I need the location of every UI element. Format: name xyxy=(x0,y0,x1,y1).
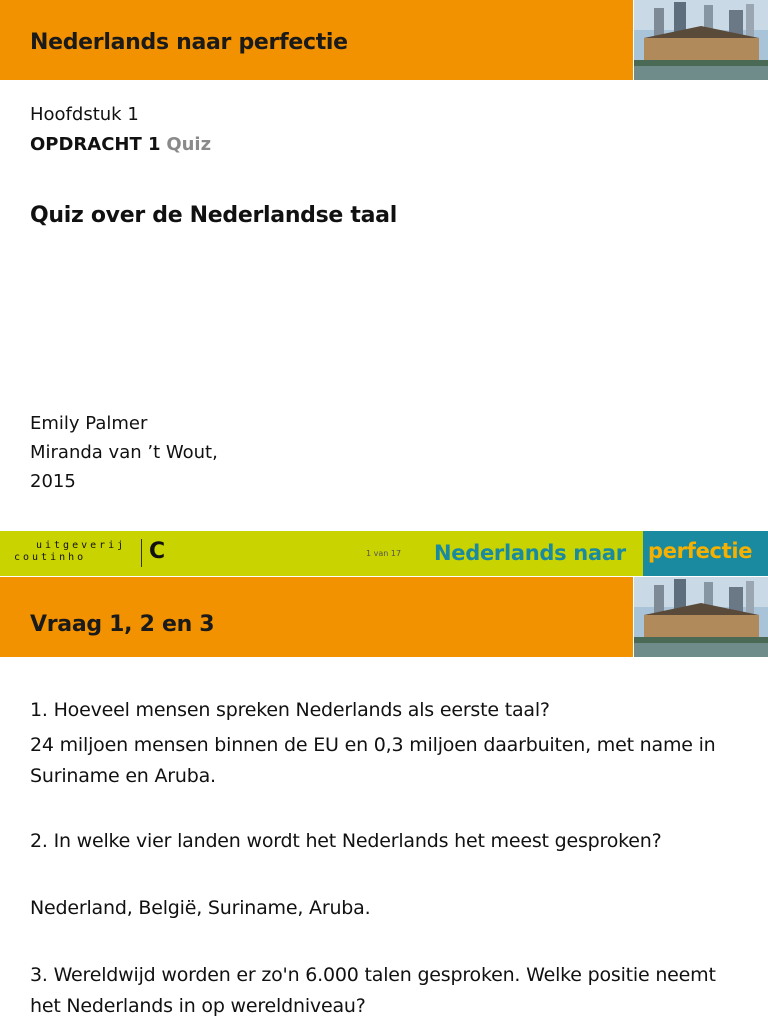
page-indicator: 1 van 17 xyxy=(366,549,402,558)
publisher-mark: C xyxy=(149,539,166,564)
banner-title: Nederlands naar perfectie xyxy=(30,30,348,55)
author-2: Miranda van ’t Wout, xyxy=(30,442,218,463)
quiz-title: Quiz over de Nederlandse taal xyxy=(30,203,397,228)
slide2-title: Vraag 1, 2 en 3 xyxy=(30,612,215,637)
author-1: Emily Palmer xyxy=(30,413,148,434)
publisher-logo: uitgeverij coutinho xyxy=(14,540,127,563)
city-photo xyxy=(633,577,768,657)
slide2-banner xyxy=(0,577,768,657)
brand-name-part2: perfectie xyxy=(648,539,753,563)
slide1-banner xyxy=(0,0,768,80)
year: 2015 xyxy=(30,471,76,492)
brand-name-box xyxy=(643,531,768,576)
logo-divider xyxy=(141,539,142,567)
assignment-heading xyxy=(30,134,211,155)
brand-name-part1: Nederlands naar xyxy=(434,541,626,565)
question-1: 1. Hoeveel mensen spreken Nederlands als eerste taal? xyxy=(30,699,550,721)
assignment-tag: Quiz xyxy=(166,134,212,155)
assignment-label: OPDRACHT 1 xyxy=(30,134,161,155)
answer-1: 24 miljoen mensen binnen de EU en 0,3 miljoen daarbuiten, met name in Suriname en Aruba. xyxy=(30,734,716,787)
question-2: 2. In welke vier landen wordt het Nederlands het meest gesproken? xyxy=(30,830,662,852)
slide-footer xyxy=(0,531,768,576)
question-3: 3. Wereldwijd worden er zo'n 6.000 talen gesproken. Welke positie neemt het Nederlands in op wereldniveau? xyxy=(30,964,716,1017)
city-photo xyxy=(633,0,768,80)
answer-2: Nederland, België, Suriname, Aruba. xyxy=(30,897,371,919)
chapter-label: Hoofdstuk 1 xyxy=(30,104,139,125)
